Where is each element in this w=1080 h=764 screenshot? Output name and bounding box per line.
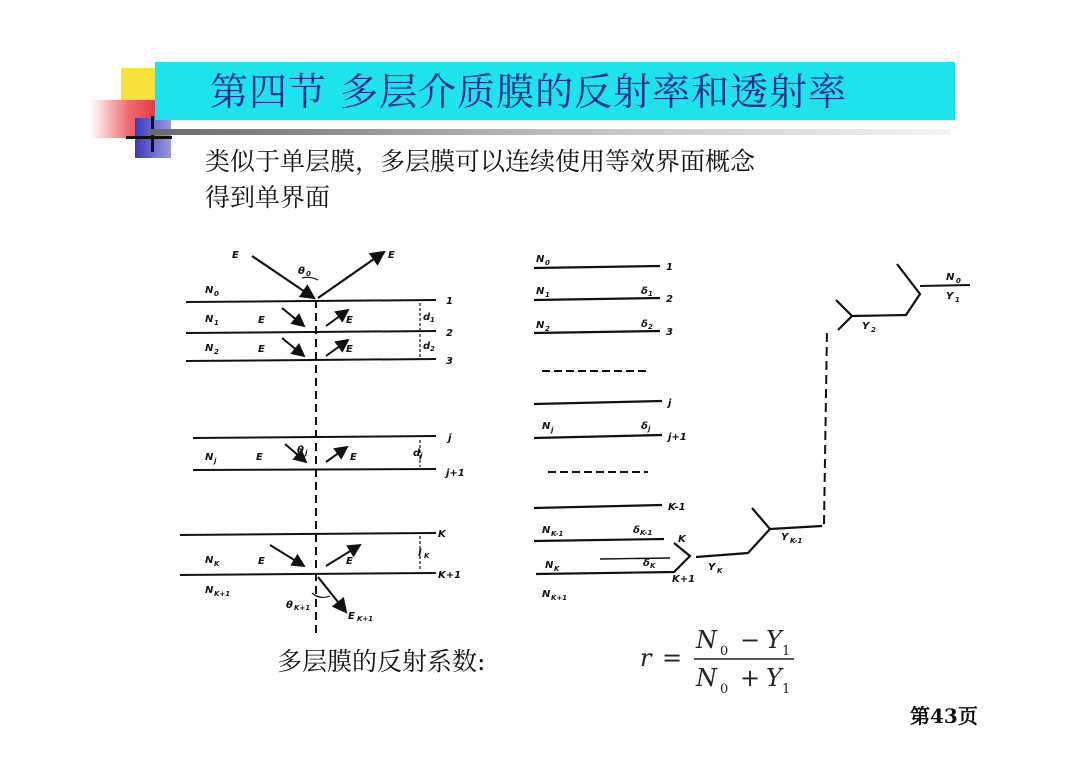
svg-text:j: j — [420, 452, 423, 460]
layer2-down-arrow — [282, 338, 304, 356]
svg-text:j: j — [551, 426, 554, 434]
layerK-down-arrow — [270, 545, 304, 566]
svg-text:N: N — [205, 555, 214, 566]
svg-text:+: + — [740, 664, 761, 692]
svg-text:N: N — [205, 452, 214, 463]
svg-text:1: 1 — [545, 291, 550, 299]
svg-text:1: 1 — [782, 682, 791, 697]
svg-text:j: j — [448, 433, 452, 444]
svg-text:2: 2 — [871, 326, 876, 334]
middle-figure-labels — [536, 254, 695, 602]
svg-text:0: 0 — [720, 682, 729, 697]
thetaK1-arc — [312, 593, 330, 597]
svg-text:Y: Y — [766, 664, 782, 692]
interface-line-3 — [186, 359, 436, 361]
interface-line-j1 — [193, 469, 436, 470]
svg-text:0: 0 — [956, 277, 961, 285]
svg-text:Y: Y — [766, 626, 782, 654]
svg-text:j: j — [668, 398, 672, 409]
page-title: 第四节 多层介质膜的反射率和透射率 — [210, 70, 848, 114]
layerj-up-arrow — [326, 447, 347, 462]
svg-text:K: K — [717, 567, 723, 575]
transmitted-ray — [318, 577, 346, 612]
interface-line-K1 — [180, 573, 436, 575]
right-figure-labels — [708, 272, 961, 575]
svg-text:E: E — [258, 315, 265, 326]
svg-text:2: 2 — [214, 348, 219, 356]
svg-text:K-1: K-1 — [668, 502, 686, 513]
svg-text:j: j — [648, 425, 651, 433]
svg-text:K+1: K+1 — [294, 604, 311, 612]
svg-text:1: 1 — [648, 290, 653, 298]
svg-text:1: 1 — [430, 316, 435, 324]
svg-text:1: 1 — [666, 262, 673, 273]
svg-text:K+1: K+1 — [672, 574, 696, 585]
svg-text:E: E — [350, 452, 357, 463]
svg-text:K+1: K+1 — [438, 570, 462, 581]
svg-text:2: 2 — [430, 345, 435, 353]
svg-text:3: 3 — [666, 327, 673, 338]
svg-text:2: 2 — [666, 294, 673, 305]
svg-text:E: E — [346, 556, 353, 567]
svg-text:d: d — [423, 341, 431, 352]
svg-text:j: j — [214, 457, 217, 465]
svg-text:d: d — [423, 312, 431, 323]
svg-text:K+1: K+1 — [551, 594, 568, 602]
svg-text:N: N — [542, 589, 551, 600]
right-figure — [696, 264, 970, 557]
svg-text:E: E — [256, 452, 263, 463]
reflected-ray — [318, 252, 384, 298]
svg-text:E: E — [258, 344, 265, 355]
svg-text:l: l — [418, 548, 422, 559]
svg-text:N: N — [545, 560, 554, 571]
svg-text:N: N — [536, 320, 545, 331]
layer1-down-arrow — [282, 308, 304, 326]
interface-line-K — [180, 533, 436, 535]
svg-text:K-1: K-1 — [640, 529, 653, 537]
svg-text:N: N — [205, 585, 214, 596]
svg-text:−: − — [740, 626, 761, 654]
svg-text:Y: Y — [946, 291, 954, 302]
reflection-formula — [640, 626, 794, 697]
svg-text:0: 0 — [720, 644, 729, 659]
svg-text:2: 2 — [446, 328, 453, 339]
svg-text:0: 0 — [214, 290, 219, 298]
reflected-label: E — [388, 250, 395, 261]
layer2-up-arrow — [326, 340, 348, 356]
svg-text:d: d — [413, 448, 421, 459]
layer1-up-arrow — [326, 310, 348, 326]
svg-text:θ: θ — [286, 600, 293, 611]
svg-text:j+1: j+1 — [446, 468, 465, 479]
svg-text:K: K — [554, 565, 560, 573]
theta0-label: θ — [298, 266, 305, 277]
svg-text:K+1: K+1 — [357, 615, 374, 623]
svg-text:K: K — [650, 562, 656, 570]
svg-text:1: 1 — [955, 296, 960, 304]
svg-text:E: E — [258, 556, 265, 567]
svg-text:K-1: K-1 — [551, 530, 564, 538]
svg-text:j+1: j+1 — [668, 432, 687, 443]
svg-text:K-1: K-1 — [790, 537, 803, 545]
svg-text:δ: δ — [641, 286, 648, 297]
svg-text:1: 1 — [782, 644, 791, 659]
svg-text:N: N — [542, 525, 551, 536]
incident-label: E — [232, 250, 239, 261]
svg-text:0: 0 — [306, 270, 311, 278]
svg-text:E: E — [346, 315, 353, 326]
svg-text:N: N — [696, 626, 717, 654]
svg-text:N: N — [205, 343, 214, 354]
interface-line-2 — [186, 331, 436, 333]
svg-text:2: 2 — [648, 323, 653, 331]
svg-text:=: = — [662, 644, 683, 672]
svg-text:3: 3 — [446, 356, 453, 367]
formula-label: 多层膜的反射系数: — [277, 647, 486, 676]
svg-text:K: K — [214, 560, 220, 568]
svg-text:Y: Y — [862, 321, 870, 332]
svg-text:K+1: K+1 — [214, 590, 231, 598]
svg-text:Y: Y — [781, 532, 789, 543]
intro-line-2: 得到单界面 — [205, 183, 331, 212]
svg-text:0: 0 — [545, 259, 550, 267]
svg-text:1: 1 — [446, 296, 453, 307]
svg-text:Y: Y — [708, 562, 716, 573]
layerK-up-arrow — [326, 545, 360, 566]
svg-text:N: N — [205, 314, 214, 325]
svg-text:N: N — [536, 286, 545, 297]
svg-text:N: N — [536, 254, 545, 265]
svg-text:E: E — [348, 611, 355, 622]
svg-text:K: K — [424, 552, 430, 560]
svg-text:2: 2 — [545, 325, 550, 333]
svg-text:θ: θ — [297, 445, 304, 456]
svg-text:δ: δ — [633, 525, 640, 536]
svg-text:j: j — [305, 449, 308, 457]
svg-text:N: N — [542, 421, 551, 432]
left-figure — [180, 252, 436, 635]
page-number: 第43页 — [910, 704, 978, 728]
svg-text:δ: δ — [643, 558, 650, 569]
svg-text:N: N — [205, 285, 214, 296]
svg-text:1: 1 — [214, 319, 219, 327]
middle-figure — [534, 266, 690, 574]
svg-text:E: E — [346, 344, 353, 355]
svg-text:K: K — [678, 534, 686, 545]
svg-text:N: N — [946, 272, 955, 283]
svg-text:K: K — [438, 529, 446, 540]
intro-line-1: 类似于单层膜，多层膜可以连续使用等效界面概念 — [205, 147, 756, 176]
interface-line-1 — [186, 300, 436, 302]
svg-text:δ: δ — [641, 319, 648, 330]
svg-text:δ: δ — [641, 421, 648, 432]
interface-line-j — [193, 436, 436, 438]
svg-text:r: r — [640, 644, 652, 672]
svg-text:N: N — [696, 664, 717, 692]
